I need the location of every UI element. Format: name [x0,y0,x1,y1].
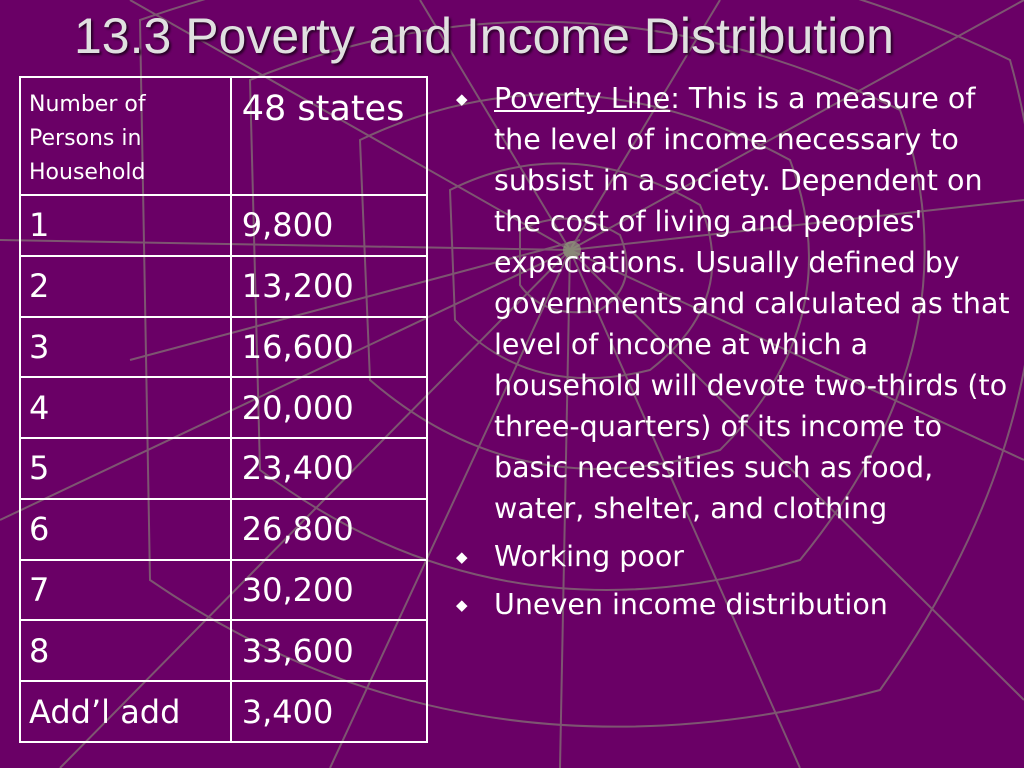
table-header-row [20,77,427,195]
poverty-line-term: Poverty Line [494,82,671,115]
diamond-bullet-icon: ◆ [456,90,468,108]
income-threshold-cell: 3,400 [231,681,427,742]
bullet-item-poverty-line [456,78,1012,529]
household-size-cell: 2 [20,256,231,317]
poverty-line-table [19,76,428,743]
bullet-item-working-poor [456,536,1012,577]
diamond-bullet-icon: ◆ [456,548,468,566]
table-row [20,317,427,378]
household-size-cell: 7 [20,560,231,621]
household-size-header: Number of Persons in Household [20,77,231,195]
income-threshold-cell: 13,200 [231,256,427,317]
bullet-list [456,78,1012,632]
income-threshold-cell: 23,400 [231,438,427,499]
uneven-distribution-text: Uneven income distribution [494,588,888,621]
income-threshold-cell: 33,600 [231,620,427,681]
working-poor-text: Working poor [494,540,684,573]
income-threshold-cell: 20,000 [231,377,427,438]
poverty-line-definition: : This is a measure of the level of income necessary to subsist in a society. Dependent on the cost of living and peoples' expectations. Usually defined by governments and calculated as that level of income at which a household will devote two-thirds (to three-quarters) of its income to basic necessities such as food, water, shelter, and clothing [494,82,1010,525]
household-size-cell: 4 [20,377,231,438]
table-row [20,195,427,256]
household-size-cell: 1 [20,195,231,256]
household-size-cell: 3 [20,317,231,378]
table-row [20,560,427,621]
income-threshold-cell: 9,800 [231,195,427,256]
table-row [20,681,427,742]
household-size-cell: 5 [20,438,231,499]
table-row [20,620,427,681]
diamond-bullet-icon: ◆ [456,596,468,614]
income-threshold-cell: 30,200 [231,560,427,621]
slide-title: 13.3 Poverty and Income Distribution [74,8,894,64]
household-size-cell: 6 [20,499,231,560]
bullet-item-uneven-distribution [456,584,1012,625]
states-header: 48 states [231,77,427,195]
household-size-cell: 8 [20,620,231,681]
table-row [20,438,427,499]
income-threshold-cell: 16,600 [231,317,427,378]
table-row [20,499,427,560]
table-row [20,256,427,317]
table-row [20,377,427,438]
household-size-cell: Add’l add [20,681,231,742]
income-threshold-cell: 26,800 [231,499,427,560]
